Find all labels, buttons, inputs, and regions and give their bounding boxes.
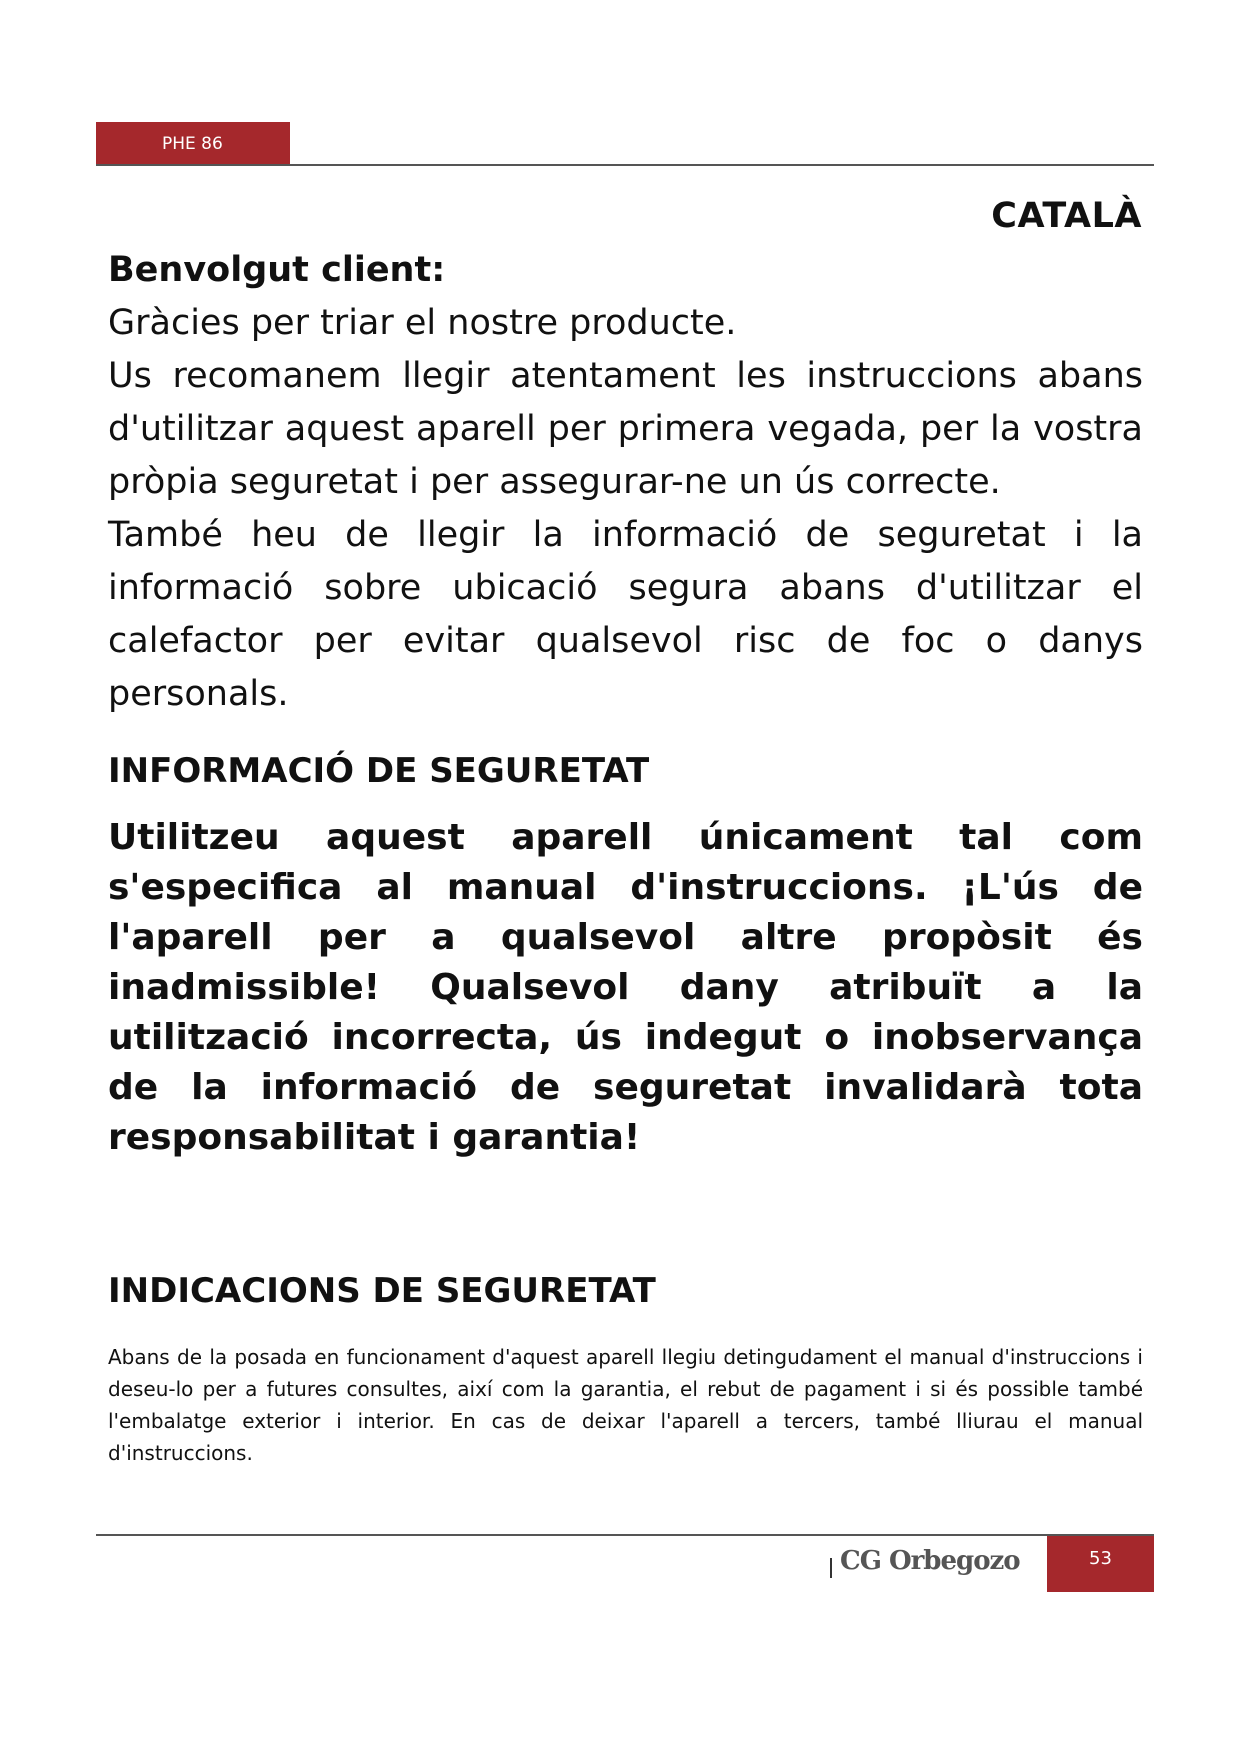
header-divider [96,164,1154,166]
page-content [108,244,1143,1469]
page-number: 53 [1047,1536,1154,1592]
brand-logo [830,1536,1040,1586]
intro-paragraph-3: També heu de llegir la informació de seguretat i la informació sobre ubicació segura abans d'utilitzar el calefactor per evitar qualsevol risc de foc o danys personals. [108,515,1143,714]
safety-info-title: INFORMACIÓ DE SEGURETAT [108,751,650,791]
safety-indications-title: INDICACIONS DE SEGURETAT [108,1271,656,1311]
intro-paragraph-1: Gràcies per triar el nostre producte. [108,303,737,343]
logo-separator [830,1558,832,1578]
brand-logo-text: CG Orbegozo [840,1546,1020,1576]
greeting: Benvolgut client: [108,250,446,290]
header-model-tab [96,122,290,165]
intro-paragraph-2: Us recomanem llegir atentament les instruccions abans d'utilitzar aquest aparell per primera vegada, per la vostra pròpia seguretat i per assegurar-ne un ús correcte. [108,356,1143,502]
safety-warning: Utilitzeu aquest aparell únicament tal com s'especifica al manual d'instruccions. ¡L'ús de l'aparell per a qualsevol altre propòsit és inadmissible! Qualsevol dany atribuït a la utilització incorrecta, ús indegut o inobservança de la informació de seguretat invalidarà tota responsabilitat i garantia! [108,817,1143,1158]
safety-indications-text: Abans de la posada en funcionament d'aquest aparell llegiu detingudament el manual d'instruccions i deseu-lo per a futures consultes, així com la garantia, el rebut de pagament i si és possible també l'embalatge exterior i interior. En cas de deixar l'aparell a tercers, també lliurau el manual d'instruccions. [108,1345,1143,1465]
language-heading: CATALÀ [991,196,1142,236]
model-label: PHE 86 [162,133,223,154]
